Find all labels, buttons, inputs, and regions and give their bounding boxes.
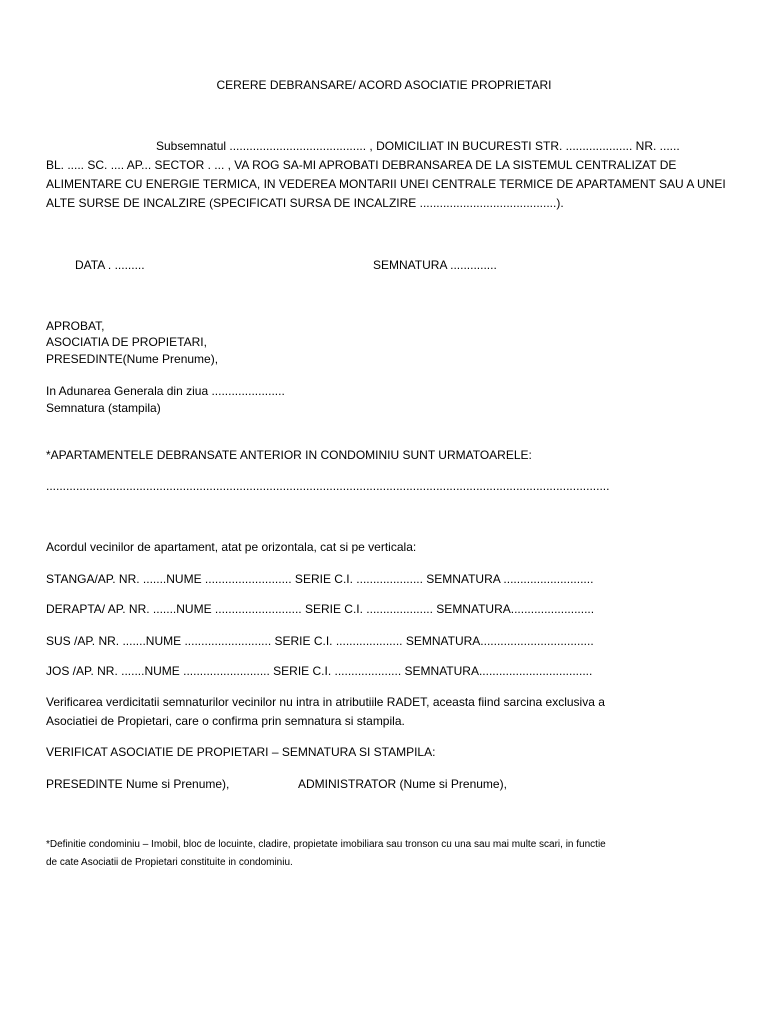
neighbor-row-right: DERAPTA/ AP. NR. .......NUME .......................... SERIE C.I. .................... SEMNATURA......................... — [46, 602, 595, 616]
neighbor-row-above: SUS /AP. NR. .......NUME .......................... SERIE C.I. .................... SEMNATURA.................................. — [46, 634, 594, 648]
footnote-line-2: de cate Asociatii de Propietari constituite in condominiu. — [46, 857, 293, 868]
approval-line-1: APROBAT, — [46, 319, 105, 333]
intro-line-4: ALTE SURSE DE INCALZIRE (SPECIFICATI SURSA DE INCALZIRE .........................................). — [46, 196, 564, 210]
neighbor-row-left: STANGA/AP. NR. .......NUME .......................... SERIE C.I. .................... SEMNATURA ........................... — [46, 572, 594, 586]
signature-field: SEMNATURA .............. — [373, 258, 497, 272]
approval-line-2: ASOCIATIA DE PROPIETARI, — [46, 335, 207, 349]
document-title: CERERE DEBRANSARE/ ACORD ASOCIATIE PROPRIETARI — [216, 78, 552, 92]
president-label: PRESEDINTE Nume si Prenume), — [46, 777, 230, 791]
approval-line-3: PRESEDINTE(Nume Prenume), — [46, 352, 219, 366]
previous-debranched-heading: *APARTAMENTELE DEBRANSATE ANTERIOR IN CONDOMINIU SUNT URMATOARELE: — [46, 448, 532, 462]
assembly-line-1: In Adunarea Generala din ziua ...................... — [46, 384, 285, 398]
previous-debranched-dots: ......................................................................................................................................................................... — [46, 479, 610, 493]
intro-line-3: ALIMENTARE CU ENERGIE TERMICA, IN VEDEREA MONTARII UNEI CENTRALE TERMICE DE APARTAMENT SAU A UNEI — [46, 177, 726, 191]
intro-line-1: Subsemnatul ......................................... , DOMICILIAT IN BUCURESTI STR. .................... NR. ...... — [156, 139, 680, 153]
neighbor-row-below: JOS /AP. NR. .......NUME .......................... SERIE C.I. .................... SEMNATURA.................................. — [46, 664, 593, 678]
verification-note-line-1: Verificarea verdicitatii semnaturilor vecinilor nu intra in atributiile RADET, aceasta fiind sarcina exclusiva a — [46, 695, 605, 709]
verified-association-label: VERIFICAT ASOCIATIE DE PROPIETARI – SEMNATURA SI STAMPILA: — [46, 745, 436, 759]
intro-line-2: BL. ..... SC. .... AP... SECTOR . ... , VA ROG SA-MI APROBATI DEBRANSAREA DE LA SISTEMUL CENTRALIZAT DE — [46, 158, 677, 172]
neighbors-heading: Acordul vecinilor de apartament, atat pe orizontala, cat si pe verticala: — [46, 540, 417, 554]
administrator-label: ADMINISTRATOR (Nume si Prenume), — [298, 777, 507, 791]
assembly-line-2: Semnatura (stampila) — [46, 401, 161, 415]
footnote-line-1: *Definitie condominiu – Imobil, bloc de locuinte, cladire, propietate imobiliara sau tronson cu una sau mai multe scari, in functie — [46, 839, 606, 850]
date-field: DATA . ......... — [75, 258, 145, 272]
verification-note-line-2: Asociatiei de Propietari, care o confirma prin semnatura si stampila. — [46, 714, 405, 728]
